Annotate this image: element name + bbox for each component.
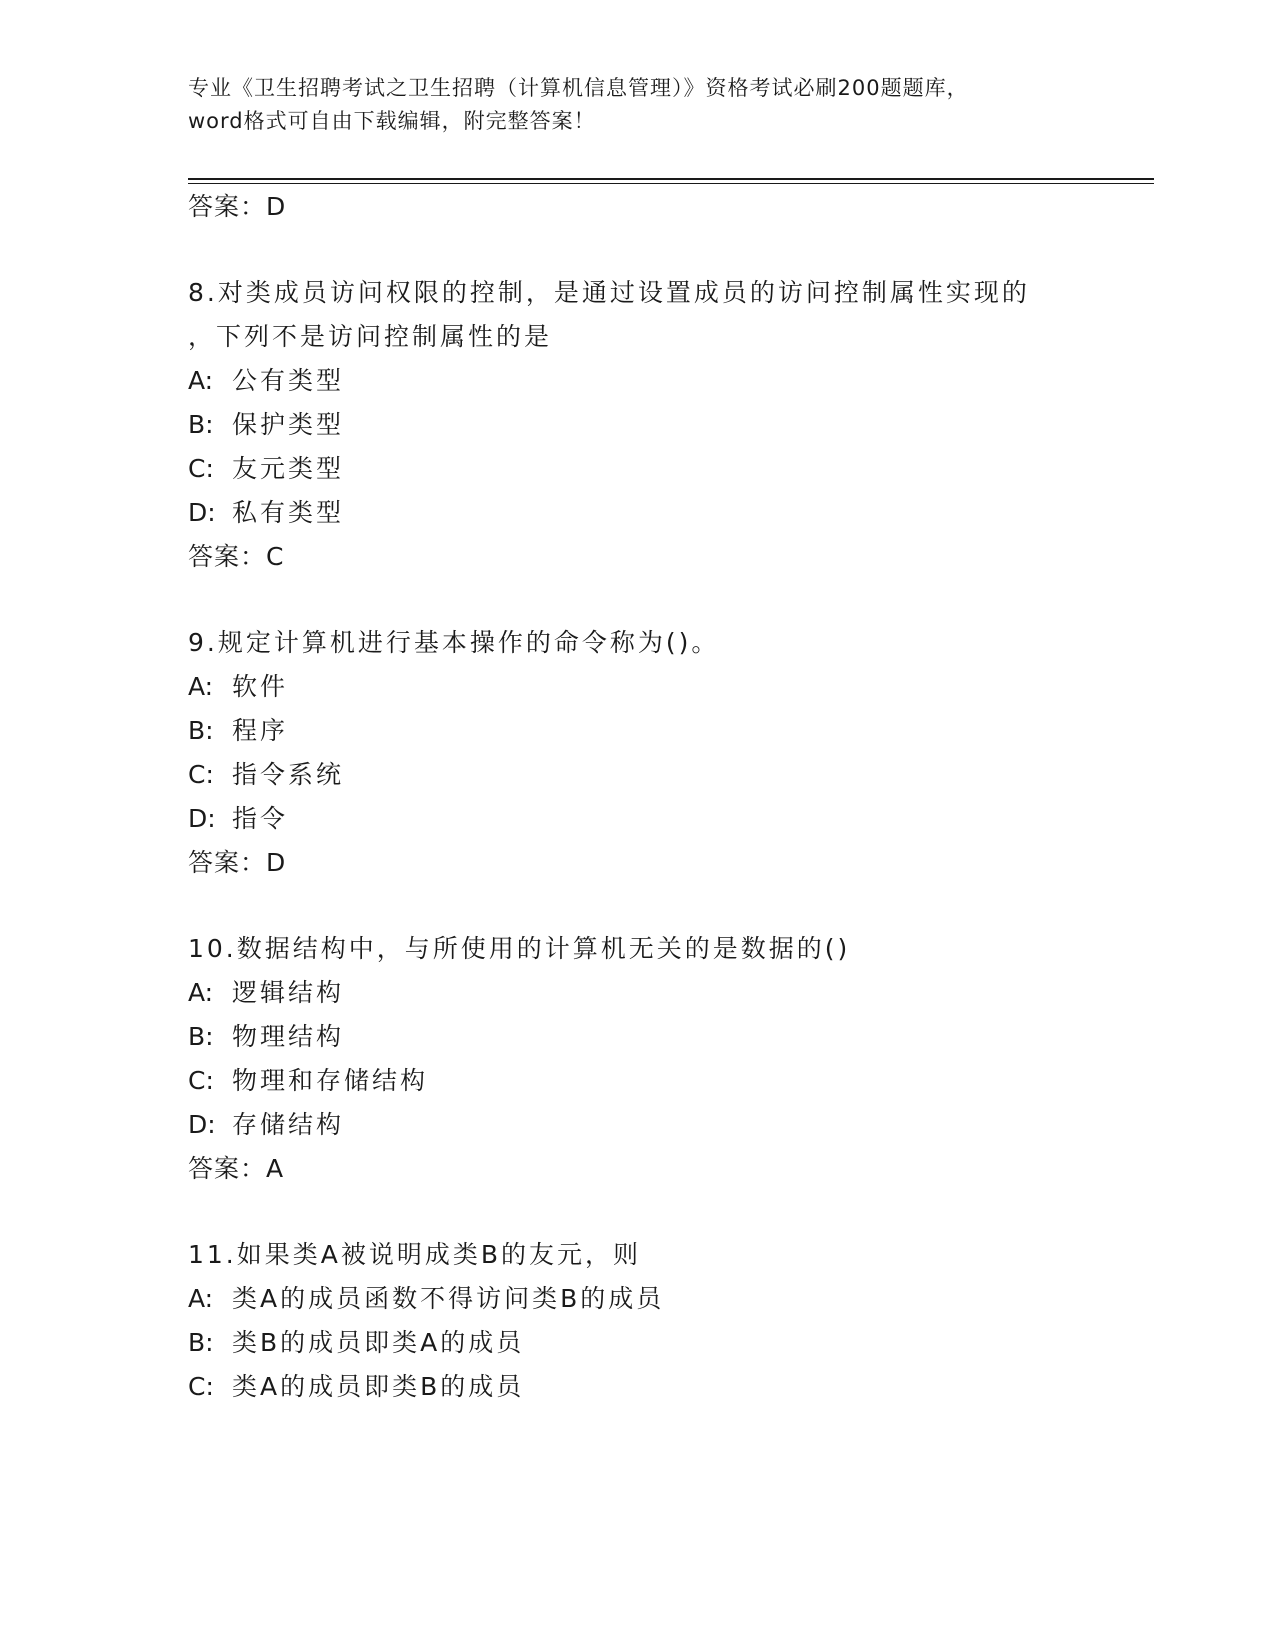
question-8-stem-line-2: ，下列不是访问控制属性的是 — [188, 322, 553, 351]
question-9-option-b: B: 程序 — [188, 716, 289, 745]
question-8-answer: 答案：C — [188, 542, 285, 571]
question-10-stem: 10.数据结构中，与所使用的计算机无关的是数据的() — [188, 934, 851, 963]
question-8-option-c: C: 友元类型 — [188, 454, 345, 483]
question-10-option-d: D: 存储结构 — [188, 1110, 345, 1139]
question-9-option-a: A: 软件 — [188, 672, 289, 701]
header-line-1: 专业《卫生招聘考试之卫生招聘（计算机信息管理）》资格考试必刷200题题库， — [188, 76, 969, 100]
header-divider-thin — [188, 183, 1154, 184]
question-8-stem-line-1: 8.对类成员访问权限的控制，是通过设置成员的访问控制属性实现的 — [188, 278, 1030, 307]
question-11-stem: 11.如果类A被说明成类B的友元，则 — [188, 1240, 642, 1269]
header-divider — [188, 178, 1154, 180]
question-8-option-a: A: 公有类型 — [188, 366, 345, 395]
question-11-option-a: A: 类A的成员函数不得访问类B的成员 — [188, 1284, 665, 1313]
answer-previous: 答案：D — [188, 192, 287, 221]
header-line-2: word格式可自由下载编辑，附完整答案！ — [188, 109, 596, 133]
question-10-answer: 答案：A — [188, 1154, 285, 1183]
question-11-option-b: B: 类B的成员即类A的成员 — [188, 1328, 525, 1357]
question-9-answer: 答案：D — [188, 848, 287, 877]
document-header — [188, 72, 1088, 138]
question-8-option-d: D: 私有类型 — [188, 498, 345, 527]
question-10-option-a: A: 逻辑结构 — [188, 978, 345, 1007]
question-9-option-d: D: 指令 — [188, 804, 289, 833]
question-8-option-b: B: 保护类型 — [188, 410, 345, 439]
question-11-option-c: C: 类A的成员即类B的成员 — [188, 1372, 525, 1401]
question-9-option-c: C: 指令系统 — [188, 760, 345, 789]
question-10-option-c: C: 物理和存储结构 — [188, 1066, 429, 1095]
question-10-option-b: B: 物理结构 — [188, 1022, 345, 1051]
question-9-stem: 9.规定计算机进行基本操作的命令称为()。 — [188, 628, 720, 657]
